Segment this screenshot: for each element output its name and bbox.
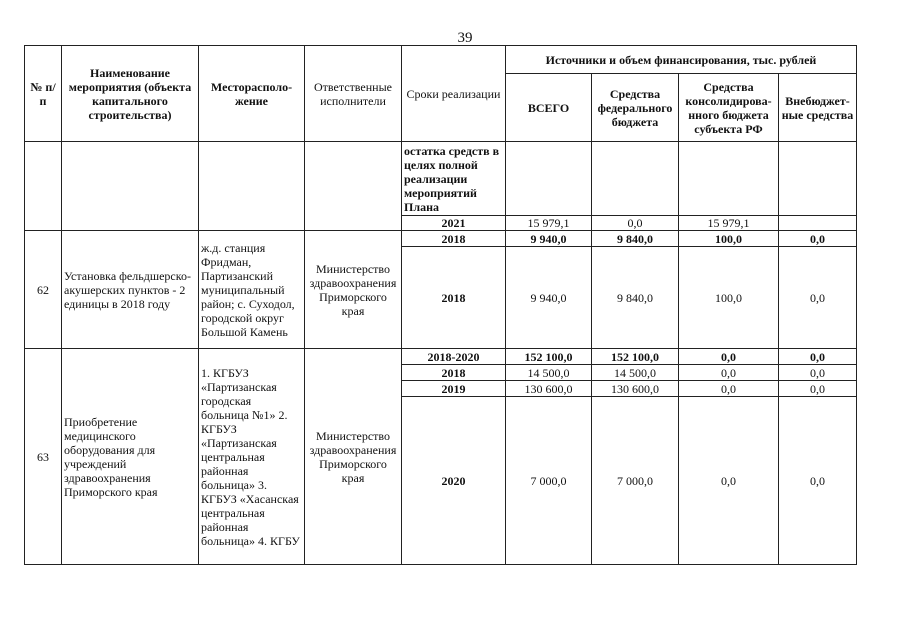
header-regional: Средства консолидирова-нного бюджета субъекта РФ bbox=[679, 74, 779, 142]
cont-federal: 0,0 bbox=[592, 216, 679, 231]
item62-total: 9 940,0 bbox=[506, 231, 592, 247]
item62-total: 9 940,0 bbox=[506, 247, 592, 349]
item62-name: Установка фельдшерско-акушерских пунктов - 2 единицы в 2018 году bbox=[62, 231, 199, 349]
item62-federal: 9 840,0 bbox=[592, 247, 679, 349]
cont-note: остатка средств в целях полной реализации мероприятий Плана bbox=[402, 142, 506, 216]
item63-year: 2018 bbox=[402, 365, 506, 381]
item62-num: 62 bbox=[25, 231, 62, 349]
item63-federal: 7 000,0 bbox=[592, 397, 679, 565]
header-row bbox=[25, 46, 857, 74]
financing-table bbox=[24, 45, 857, 565]
item63-total: 152 100,0 bbox=[506, 349, 592, 365]
item62-location: ж.д. станция Фридман, Партизанский муниципальный район; с. Суходол, городской округ Большой Камень bbox=[199, 231, 305, 349]
cont-extra bbox=[779, 216, 857, 231]
item62-extra: 0,0 bbox=[779, 231, 857, 247]
item62-year: 2018 bbox=[402, 231, 506, 247]
item63-extra: 0,0 bbox=[779, 397, 857, 565]
item63-regional: 0,0 bbox=[679, 365, 779, 381]
item63-name: Приобретение медицинского оборудования для учреждений здравоохранения Приморского края bbox=[62, 349, 199, 565]
item63-year: 2019 bbox=[402, 381, 506, 397]
header-funding-group: Источники и объем финансирования, тыс. рублей bbox=[506, 46, 857, 74]
cont-year: 2021 bbox=[402, 216, 506, 231]
item62-responsible: Министерство здравоохранения Приморского края bbox=[305, 231, 402, 349]
cont-total: 15 979,1 bbox=[506, 216, 592, 231]
item63-total: 7 000,0 bbox=[506, 397, 592, 565]
item63-extra: 0,0 bbox=[779, 349, 857, 365]
item63-regional: 0,0 bbox=[679, 397, 779, 565]
item63-year: 2018-2020 bbox=[402, 349, 506, 365]
item62-regional: 100,0 bbox=[679, 247, 779, 349]
item63-responsible: Министерство здравоохранения Приморского края bbox=[305, 349, 402, 565]
item62-federal: 9 840,0 bbox=[592, 231, 679, 247]
header-name: Наименование мероприятия (объекта капитального строительства) bbox=[62, 46, 199, 142]
table-row bbox=[25, 142, 857, 216]
header-terms: Сроки реализации bbox=[402, 46, 506, 142]
item63-regional: 0,0 bbox=[679, 381, 779, 397]
item63-num: 63 bbox=[25, 349, 62, 565]
item63-extra: 0,0 bbox=[779, 365, 857, 381]
item63-year: 2020 bbox=[402, 397, 506, 565]
header-total: ВСЕГО bbox=[506, 74, 592, 142]
table-row bbox=[25, 231, 857, 247]
item63-federal: 14 500,0 bbox=[592, 365, 679, 381]
header-responsible: Ответственные исполнители bbox=[305, 46, 402, 142]
table-row bbox=[25, 349, 857, 365]
item62-regional: 100,0 bbox=[679, 231, 779, 247]
item63-total: 14 500,0 bbox=[506, 365, 592, 381]
page-number: 39 bbox=[457, 30, 473, 46]
item62-year: 2018 bbox=[402, 247, 506, 349]
item63-total: 130 600,0 bbox=[506, 381, 592, 397]
item63-federal: 130 600,0 bbox=[592, 381, 679, 397]
item62-extra: 0,0 bbox=[779, 247, 857, 349]
header-num: № п/п bbox=[25, 46, 62, 142]
item63-extra: 0,0 bbox=[779, 381, 857, 397]
header-federal: Средства федерального бюджета bbox=[592, 74, 679, 142]
item63-regional: 0,0 bbox=[679, 349, 779, 365]
header-location: Месторасполо-жение bbox=[199, 46, 305, 142]
cont-regional: 15 979,1 bbox=[679, 216, 779, 231]
header-extrabudget: Внебюджет-ные средства bbox=[779, 74, 857, 142]
item63-location: 1. КГБУЗ «Партизанская городская больница №1» 2. КГБУЗ «Партизанская центральная районная больница» 3. КГБУЗ «Хасанская центральная районная больница» 4. КГБУ bbox=[199, 349, 305, 565]
item63-federal: 152 100,0 bbox=[592, 349, 679, 365]
